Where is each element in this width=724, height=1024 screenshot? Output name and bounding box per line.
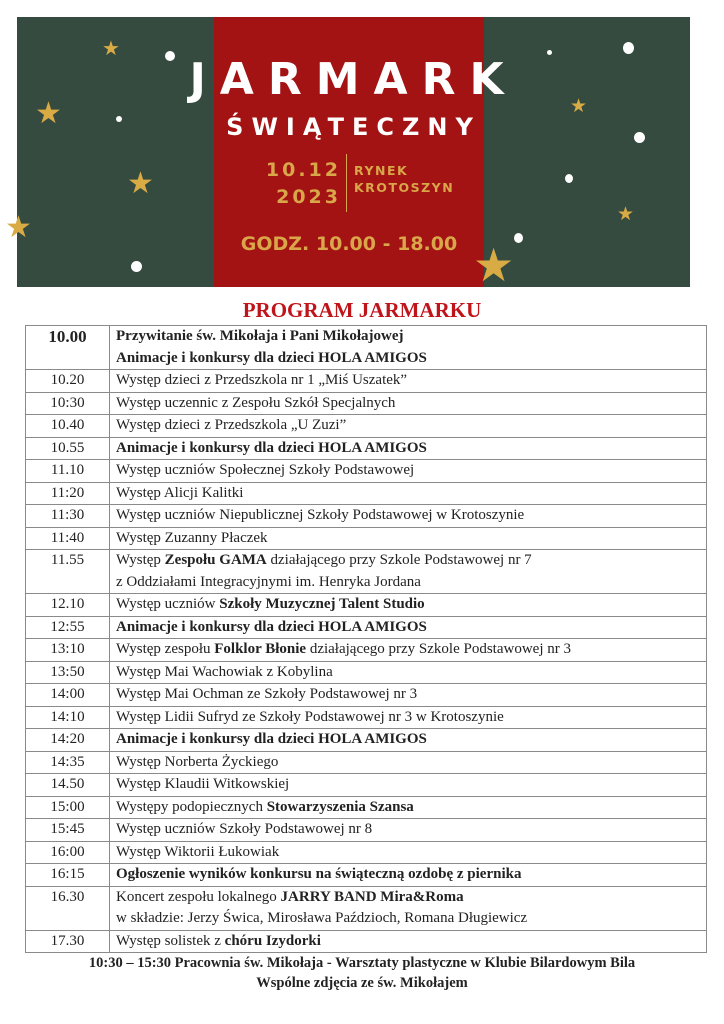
table-row [26, 460, 707, 483]
schedule-description [110, 437, 707, 460]
table-row [26, 796, 707, 819]
description-line [116, 460, 706, 482]
description-line [116, 729, 706, 751]
text: Występ uczniów [116, 596, 220, 612]
schedule-time: 14:00 [26, 684, 110, 707]
table-row [26, 415, 707, 438]
schedule-description [110, 505, 707, 528]
text: Występ uczniów Niepublicznej Szkoły Podstawowej w Krotoszynie [116, 507, 525, 523]
table-row [26, 819, 707, 842]
text: Występy podopiecznych [116, 798, 267, 815]
snow-dot [565, 174, 573, 183]
description-line [116, 415, 706, 437]
text: Występ Zuzanny Płaczek [116, 529, 268, 546]
schedule-time: 11:40 [26, 527, 110, 550]
bold-text: Animacje i konkursy dla dzieci HOLA AMIGOS [116, 349, 427, 366]
schedule-description [110, 930, 707, 953]
schedule-time: 15:45 [26, 819, 110, 842]
text: z Oddziałami Integracyjnymi im. Henryka Jordana [116, 573, 421, 590]
schedule-description [110, 661, 707, 684]
description-line [116, 393, 706, 415]
event-banner [5, 17, 690, 291]
banner-date-day: 10.12 [265, 159, 341, 181]
schedule-description [110, 326, 707, 370]
banner-title: JARMARK [189, 54, 518, 105]
banner-date [249, 157, 341, 211]
schedule-time: 10:30 [26, 392, 110, 415]
text: Występ uczniów Szkoły Podstawowej nr 8 [116, 821, 373, 837]
schedule-time: 11.55 [26, 550, 110, 594]
snow-dot [623, 42, 634, 54]
schedule-time: 15:00 [26, 796, 110, 819]
star-icon: ★ [617, 204, 635, 225]
schedule-description [110, 527, 707, 550]
star-icon: ★ [473, 240, 515, 291]
text: Występ Mai Ochman ze Szkoły Podstawowej nr 3 [116, 686, 418, 702]
description-line [116, 931, 706, 953]
text: w składzie: Jerzy Świca, Mirosława Paździoch, Romana Długiewicz [116, 910, 528, 926]
text: Występ Klaudii Witkowskiej [116, 776, 290, 792]
schedule-time: 10.55 [26, 437, 110, 460]
schedule-description [110, 751, 707, 774]
bold-text: Animacje i konkursy dla dzieci HOLA AMIGOS [116, 439, 427, 456]
schedule-time: 11:30 [26, 505, 110, 528]
text: Występ dzieci z Przedszkola „U Zuzi” [116, 417, 347, 433]
footer-line-2: Wspólne zdjęcia ze św. Mikołajem [256, 975, 468, 991]
description-line [116, 774, 706, 796]
schedule-description [110, 774, 707, 797]
text: Występ uczniów Społecznej Szkoły Podstawowej [116, 462, 415, 478]
table-row [26, 616, 707, 639]
text: Występ solistek z [116, 932, 225, 949]
schedule-time: 14:20 [26, 729, 110, 752]
table-row [26, 841, 707, 864]
bold-text: chóru Izydorki [224, 932, 321, 949]
text: działającego przy Szkole Podstawowej nr 7 [266, 552, 532, 568]
text: Występ Wiktorii Łukowiak [116, 843, 280, 860]
table-row [26, 505, 707, 528]
table-row [26, 594, 707, 617]
description-line [116, 438, 706, 460]
schedule-description [110, 819, 707, 842]
bold-text: Przywitanie św. Mikołaja i Pani Mikołajowej [116, 328, 404, 344]
schedule-description [110, 550, 707, 594]
description-line [116, 572, 706, 594]
program-heading: PROGRAM JARMARKU [242, 298, 482, 322]
text: Występ Mai Wachowiak z Kobylina [116, 663, 333, 680]
star-icon: ★ [570, 96, 588, 117]
schedule-time: 14:10 [26, 706, 110, 729]
banner-hours: GODZ. 10.00 - 18.00 [240, 233, 458, 255]
schedule-description [110, 392, 707, 415]
star-icon: ★ [127, 167, 154, 200]
schedule-description [110, 864, 707, 887]
description-line [116, 550, 706, 572]
bold-text: Animacje i konkursy dla dzieci HOLA AMIGOS [116, 618, 427, 635]
bold-text: Szkoły Muzycznej Talent Studio [219, 596, 425, 612]
text: Występ Lidii Sufryd ze Szkoły Podstawowej nr 3 w Krotoszynie [116, 708, 504, 725]
table-row [26, 437, 707, 460]
table-row [26, 706, 707, 729]
text: działającego przy Szkole Podstawowej nr 3 [306, 641, 571, 657]
schedule-description [110, 616, 707, 639]
table-row [26, 774, 707, 797]
schedule-table [25, 325, 707, 953]
banner-date-year: 2023 [276, 186, 341, 208]
bold-text: Stowarzyszenia Szansa [266, 798, 414, 815]
schedule-time: 14.50 [26, 774, 110, 797]
schedule-time: 10.20 [26, 370, 110, 393]
text: Występ Alicji Kalitki [116, 484, 244, 501]
text: Występ zespołu [116, 641, 215, 657]
schedule-description [110, 684, 707, 707]
table-row [26, 684, 707, 707]
bold-text: JARRY BAND Mira&Roma [280, 888, 464, 905]
table-row [26, 527, 707, 550]
text: Występ uczennic z Zespołu Szkół Specjalnych [116, 394, 396, 411]
description-line [116, 617, 706, 639]
schedule-description [110, 482, 707, 505]
footer-line-1: 10:30 – 15:30 Pracownia św. Mikołaja - Warsztaty plastyczne w Klubie Bilardowym Bila [88, 955, 636, 971]
table-row [26, 370, 707, 393]
description-line [116, 819, 706, 841]
bold-text: Zespołu GAMA [164, 552, 267, 568]
snow-dot [131, 261, 142, 272]
footer-note [0, 953, 724, 993]
schedule-time: 17.30 [26, 930, 110, 953]
description-line [116, 639, 706, 661]
schedule-description [110, 594, 707, 617]
schedule-time: 16.30 [26, 886, 110, 930]
table-row [26, 326, 707, 370]
schedule-description [110, 460, 707, 483]
schedule-description [110, 886, 707, 930]
description-line [116, 505, 706, 527]
table-row [26, 729, 707, 752]
star-icon: ★ [5, 211, 32, 244]
table-row [26, 392, 707, 415]
text: Występ dzieci z Przedszkola nr 1 „Miś Uszatek” [116, 372, 408, 388]
description-line [116, 528, 706, 550]
schedule-time: 16:15 [26, 864, 110, 887]
description-line [116, 348, 706, 370]
schedule-description [110, 370, 707, 393]
banner-subtitle: ŚWIĄTECZNY [226, 113, 481, 141]
table-row [26, 864, 707, 887]
description-line [116, 662, 706, 684]
schedule-description [110, 841, 707, 864]
table-row [26, 482, 707, 505]
text: Występ [116, 552, 165, 568]
description-line [116, 370, 706, 392]
description-line [116, 326, 706, 348]
description-line [116, 797, 706, 819]
schedule-time: 12.10 [26, 594, 110, 617]
banner-place [354, 162, 454, 196]
table-row [26, 661, 707, 684]
banner-divider [346, 154, 347, 212]
schedule-time: 11.10 [26, 460, 110, 483]
description-line [116, 752, 706, 774]
description-line [116, 483, 706, 505]
description-line [116, 707, 706, 729]
description-line [116, 594, 706, 616]
table-row [26, 639, 707, 662]
text: Występ Norberta Życkiego [116, 753, 279, 770]
schedule-time: 13:50 [26, 661, 110, 684]
schedule-time: 14:35 [26, 751, 110, 774]
schedule-time: 10.40 [26, 415, 110, 438]
schedule-time: 12:55 [26, 616, 110, 639]
table-row [26, 886, 707, 930]
table-row [26, 550, 707, 594]
star-icon: ★ [102, 38, 120, 60]
bold-text: Ogłoszenie wyników konkursu na świąteczną ozdobę z piernika [116, 866, 522, 882]
schedule-time: 16:00 [26, 841, 110, 864]
schedule-description [110, 706, 707, 729]
star-icon: ★ [35, 97, 62, 130]
description-line [116, 908, 706, 930]
bold-text: Animacje i konkursy dla dzieci HOLA AMIGOS [116, 731, 427, 747]
schedule-description [110, 796, 707, 819]
description-line [116, 887, 706, 909]
schedule-description [110, 415, 707, 438]
banner-place-line2: KROTOSZYN [354, 180, 455, 195]
bold-text: Folklor Błonie [214, 641, 307, 657]
description-line [116, 842, 706, 864]
snow-dot [514, 233, 523, 243]
table-row [26, 751, 707, 774]
schedule-description [110, 729, 707, 752]
schedule-time: 11:20 [26, 482, 110, 505]
table-row [26, 930, 707, 953]
schedule-time: 13:10 [26, 639, 110, 662]
schedule-description [110, 639, 707, 662]
banner-place-line1: RYNEK [354, 163, 409, 178]
schedule-time: 10.00 [26, 326, 110, 370]
description-line [116, 864, 706, 886]
text: Koncert zespołu lokalnego [116, 888, 281, 905]
description-line [116, 684, 706, 706]
